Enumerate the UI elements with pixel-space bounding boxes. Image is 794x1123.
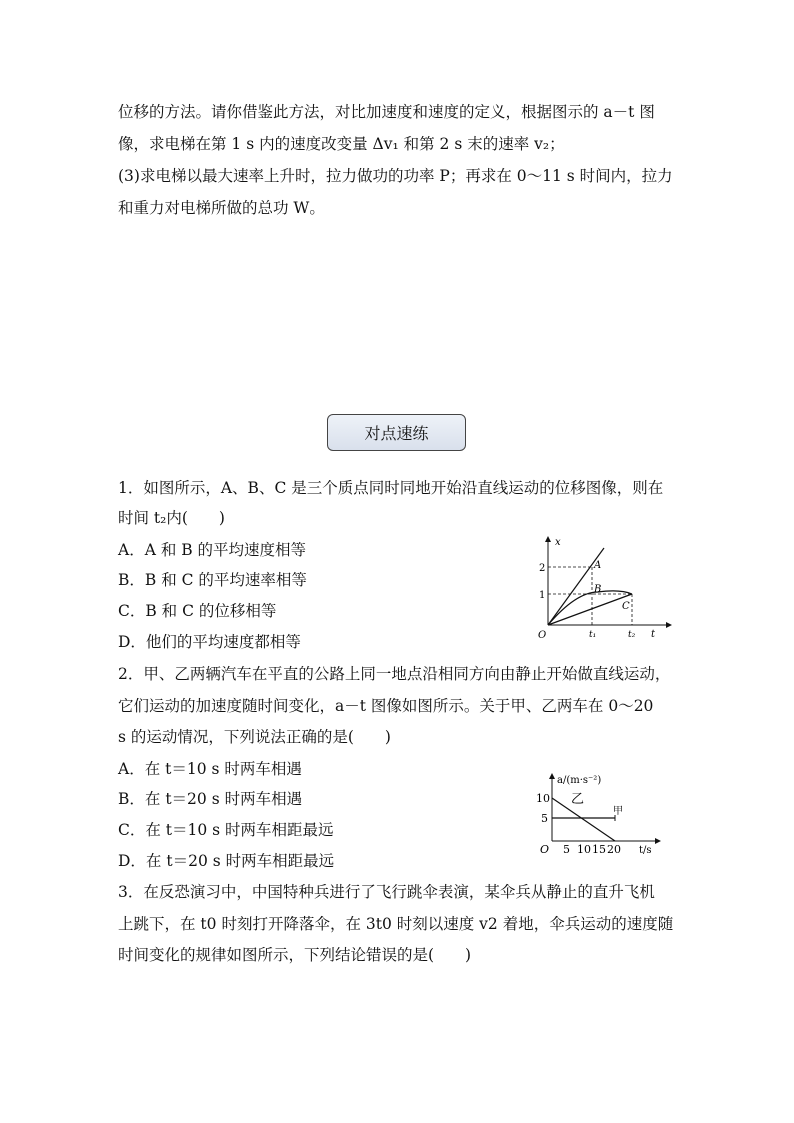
q2-option-b: B．在 t＝20 s 时两车相遇 [118,790,303,808]
q1-curve-c [548,594,632,625]
intro-line-3: (3)求电梯以最大速率上升时，拉力做功的功率 P；再求在 0～11 s 时间内，拉力 [118,167,673,185]
intro-line-1: 位移的方法。请你借鉴此方法，对比加速度和速度的定义，根据图示的 a－t 图 [118,103,655,121]
q2-x-tick-5: 5 [563,843,570,856]
q1-option-b: B．B 和 C 的平均速率相等 [118,571,307,589]
q2-at-graph [533,771,665,857]
q3-stem-line-2: 上跳下，在 t0 时刻打开降落伞，在 3t0 时刻以速度 v2 着地，伞兵运动的速度随 [118,915,674,933]
q1-label-a: A [594,560,602,571]
q1-option-a: A．A 和 B 的平均速度相等 [118,541,307,559]
q2-x-tick-10: 10 [577,843,591,856]
q2-stem-line-1: 2．甲、乙两辆汽车在平直的公路上同一地点沿相同方向由静止开始做直线运动， [118,665,671,683]
q2-label-jia: 甲 [613,806,623,817]
q1-origin-label: O [538,630,547,641]
q2-t-axis-arrow [655,838,661,844]
q1-option-d: D．他们的平均速度都相等 [118,633,301,651]
intro-line-4: 和重力对电梯所做的总功 W。 [118,199,325,217]
intro-line-2: 像，求电梯在第 1 s 内的速度改变量 Δv₁ 和第 2 s 末的速率 v₂； [118,135,565,153]
q3-stem-line-3: 时间变化的规律如图所示，下列结论错误的是( ) [118,946,472,964]
q2-stem-line-3: s 的运动情况，下列说法正确的是( ) [118,728,391,746]
q1-stem-line-1: 1．如图所示，A、B、C 是三个质点同时同地开始沿直线运动的位移图像，则在 [118,479,664,497]
q2-y-tick-10: 10 [536,792,550,805]
section-title-box [327,414,466,451]
q3-stem-line-1: 3．在反恐演习中，中国特种兵进行了飞行跳伞表演，某伞兵从静止的直升飞机 [118,883,655,901]
q2-axis-label-t: t/s [639,845,652,856]
q2-a-axis-arrow [549,773,555,779]
q1-stem-line-2: 时间 t₂内( ) [118,509,225,527]
q2-y-tick-5: 5 [541,812,548,825]
q2-x-tick-20: 20 [607,843,621,856]
q1-x-tick-t2: t₂ [628,630,636,640]
q2-label-yi: 乙 [571,792,585,807]
q2-option-d: D．在 t＝20 s 时两车相距最远 [118,852,335,870]
q1-x-tick-t1: t₁ [589,630,597,640]
q1-label-c: C [622,601,630,612]
q2-stem-line-2: 它们运动的加速度随时间变化，a－t 图像如图所示。关于甲、乙两车在 0～20 [118,697,654,715]
q1-option-c: C．B 和 C 的位移相等 [118,602,277,620]
q2-origin-label: O [540,843,550,856]
q2-x-tick-15: 15 [592,843,606,856]
q2-axis-label-a: a/(m·s⁻²) [557,775,602,786]
section-title: 对点速练 [364,424,429,443]
q1-t-axis-arrow [666,622,672,628]
q1-axis-label-x: x [555,537,561,548]
q1-y-tick-2: 2 [539,563,546,574]
q2-option-c: C．在 t＝10 s 时两车相距最远 [118,821,334,839]
q1-y-tick-1: 1 [539,590,546,601]
q1-label-b: B [594,584,602,595]
q1-xt-graph [536,534,672,642]
q1-x-axis-arrow [545,536,551,542]
q2-option-a: A．在 t＝10 s 时两车相遇 [118,760,302,778]
q1-axis-label-t: t [651,629,656,640]
